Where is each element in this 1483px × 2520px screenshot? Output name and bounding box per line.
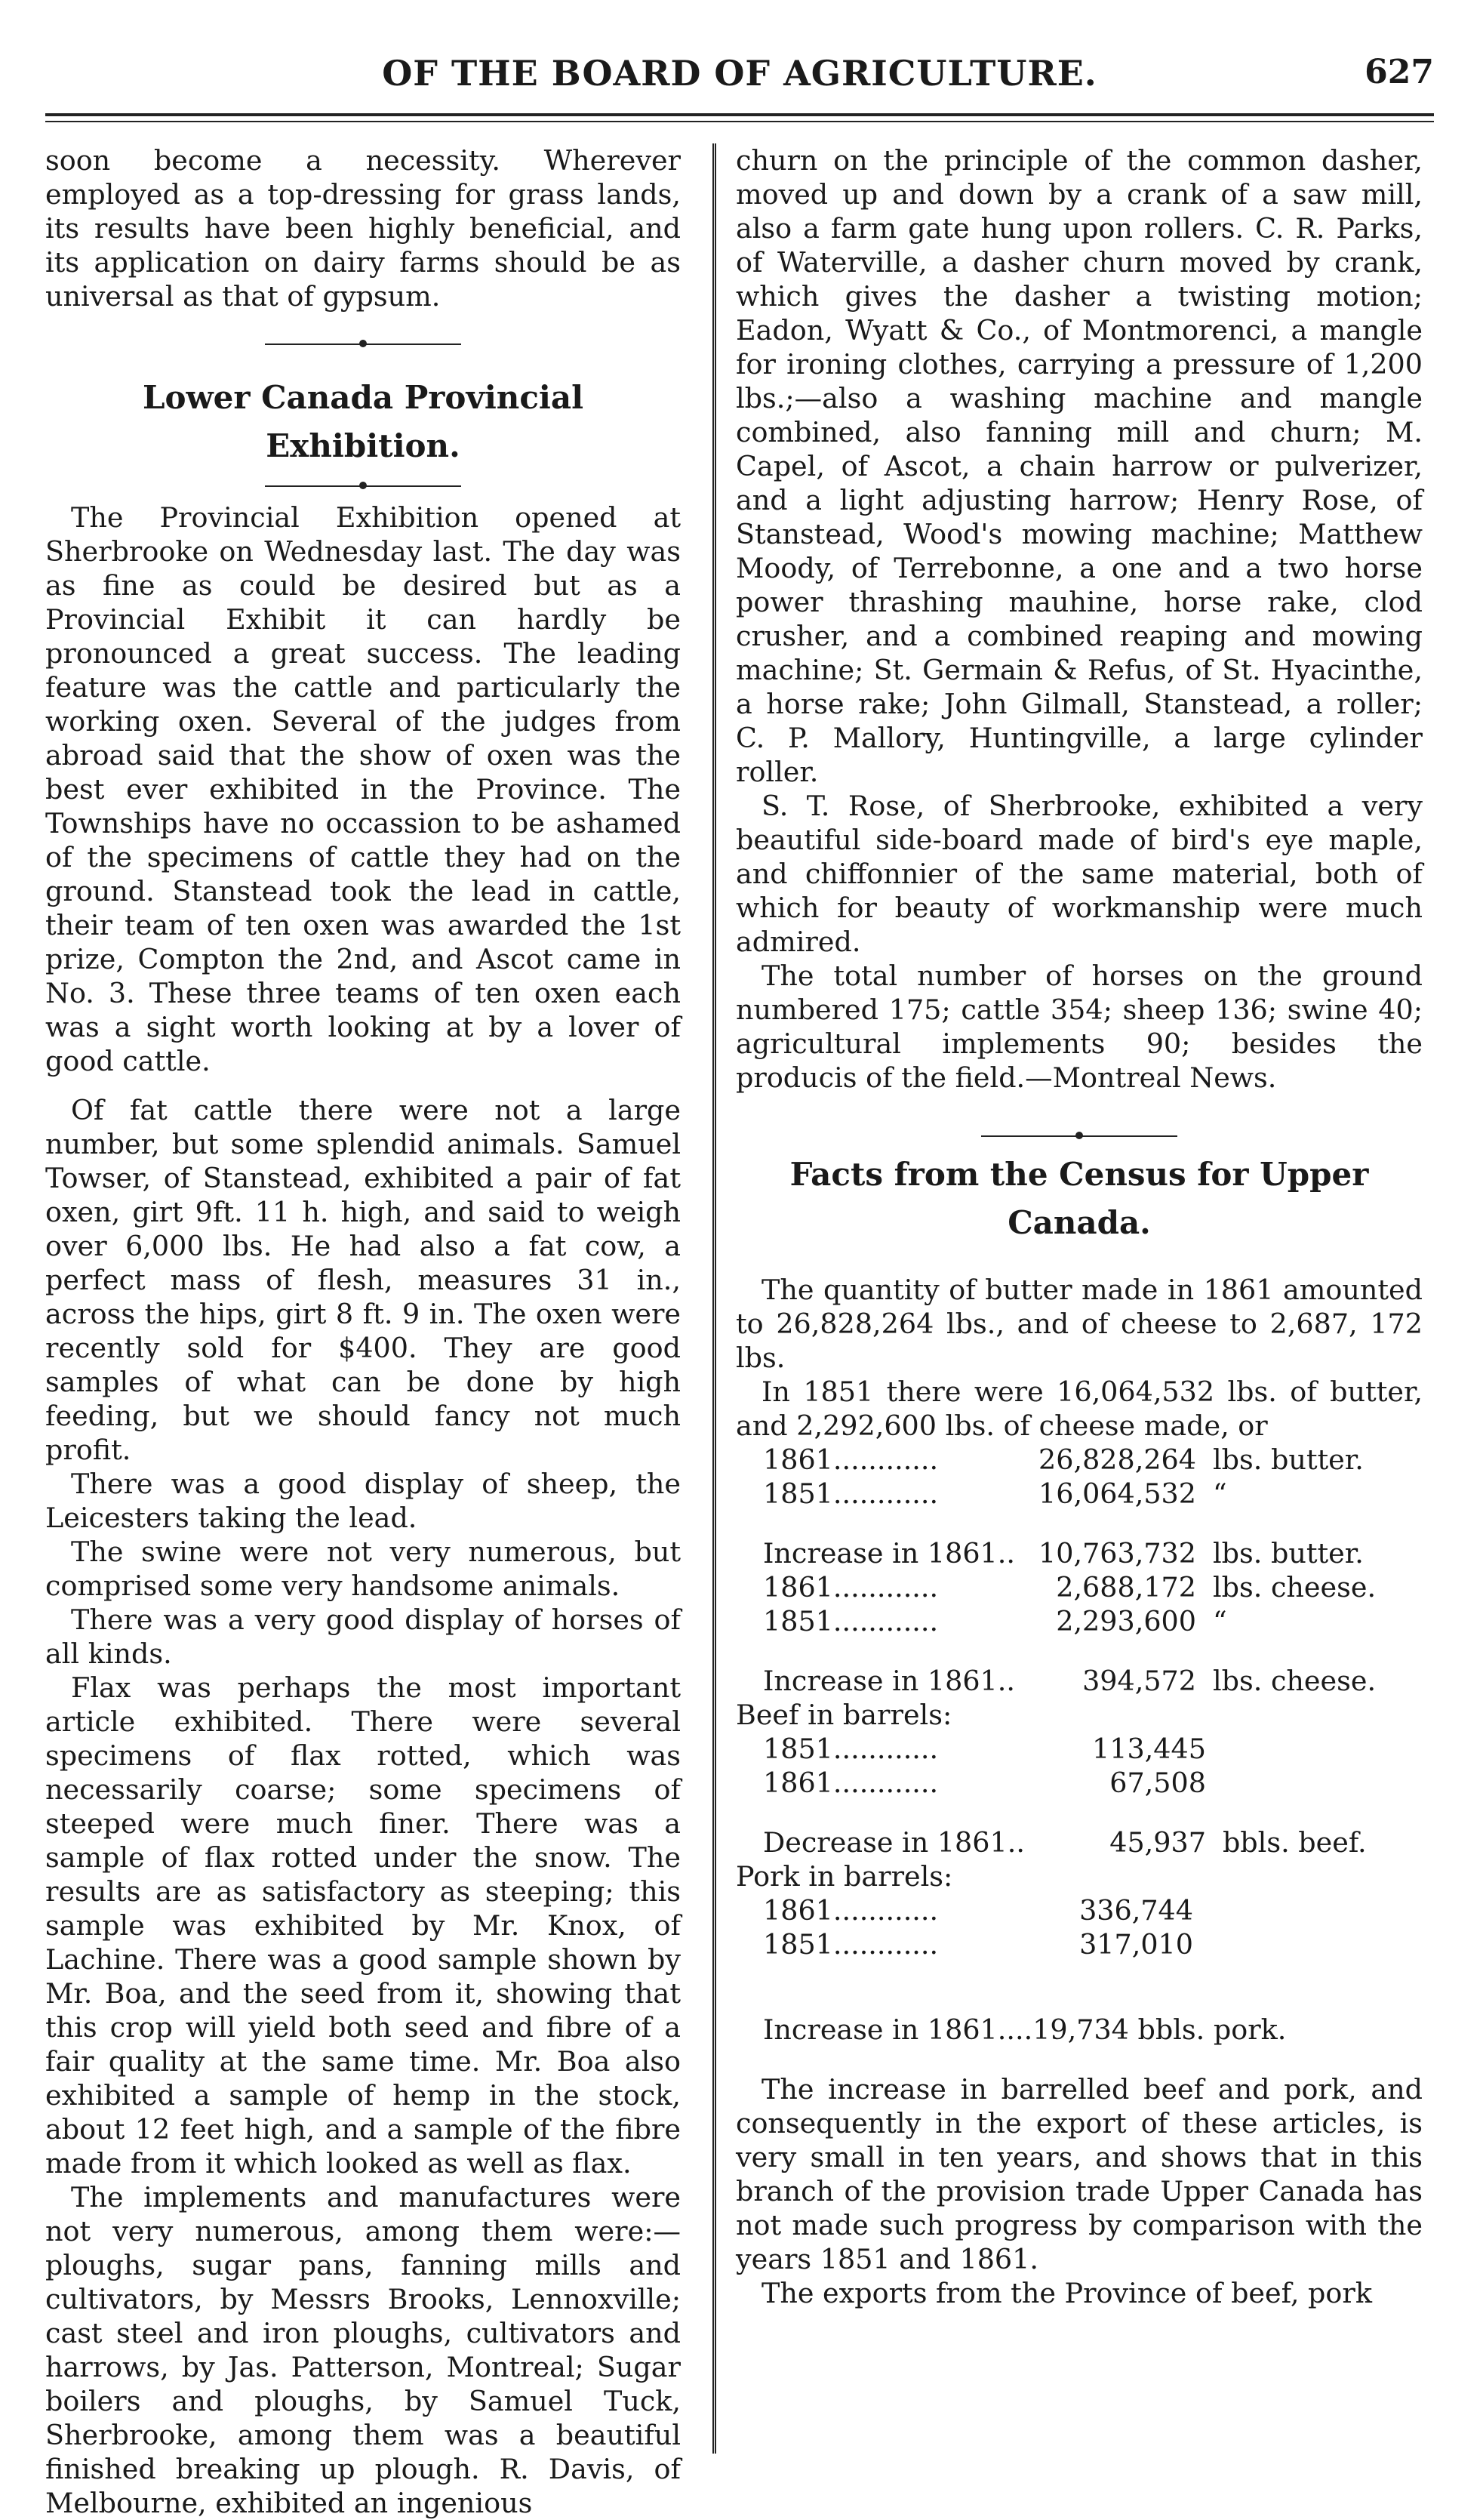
table-row: 1861............ 67,508: [763, 1767, 1206, 1799]
census-intro-2: In 1851 there were 16,064,532 lbs. of butter, and 2,292,600 lbs. of cheese made, or: [736, 1376, 1423, 1442]
article-title-exhibition: Lower Canada Provincial Exhibition.: [142, 379, 584, 464]
paragraph: There was a very good display of horses of all kinds.: [45, 1603, 681, 1670]
table-row: 1861............ 26,828,264 lbs. butter.: [763, 1443, 1364, 1476]
header-rule-thin: [45, 121, 1434, 122]
title-separator: [45, 470, 681, 501]
table-row-increase: Increase in 1861.. 10,763,732 lbs. butter.: [763, 1537, 1364, 1570]
intro-paragraph: soon become a necessity. Wherever employed as a top-dressing for grass lands, its results have been highly beneficial, and its application on dairy farms should be as universal as that of gypsum.: [45, 144, 681, 313]
paragraph: The implements and manufactures were not very numerous, among them were:—ploughs, sugar pans, fanning mills and cultivators, by Messrs Brooks, Lennoxville; cast steel and iron ploughs, cultivators and harrows, by Jas. Patterson, Montreal; Sugar boilers and ploughs, by Samuel Tuck, Sherbrooke, among them was a beautiful finished breaking up plough. R. Davis, of Melbourne, exhibited an ingenious: [45, 2181, 681, 2519]
paragraph: The increase in barrelled beef and pork, and consequently in the export of these articles, is very small in ten years, and shows that in this branch of the provision trade Upper Canada has not made such progress by comparison with the years 1851 and 1861.: [736, 2073, 1423, 2275]
table-row: 1861............ 2,688,172 lbs. cheese.: [763, 1571, 1377, 1603]
table-row: 1861............ 336,744: [763, 1894, 1193, 1927]
census-intro: The quantity of butter made in 1861 amounted to 26,828,264 lbs., and of cheese to 2,687, 172 lbs.: [736, 1274, 1423, 1374]
right-column: [736, 143, 1423, 2310]
paragraph: The total number of horses on the ground numbered 175; cattle 354; sheep 136; swine 40; agricultural implements 90; besides the producis of the field.—Montreal News.: [736, 960, 1423, 1094]
paragraph: There was a good display of sheep, the Leicesters taking the lead.: [45, 1468, 681, 1534]
column-divider: [712, 143, 716, 2454]
paragraph: Flax was perhaps the most important article exhibited. There were several specimens of flax rotted, which was necessarily coarse; some specimens of steeped were much finer. There was a sample of flax rotted under the snow. The results are as satisfactory as steeping; this sample was exhibited by Mr. Knox, of Lachine. There was a good sample shown by Mr. Boa, and the seed from it, showing that this crop will yield both seed and fibre of a fair quality at the same time. Mr. Boa also exhibited a sample of hemp in the stock, about 12 feet high, and a sample of the fibre made from it which looked as well as flax.: [45, 1671, 681, 2180]
census-table-pork: [736, 1893, 1423, 2013]
paragraph: The Provincial Exhibition opened at Sherbrooke on Wednesday last. The day was as fine as could be desired but as a Provincial Exhibit it can hardly be pronounced a great success. The leading feature was the cattle and particularly the working oxen. Several of the judges from abroad said that the show of oxen was the best ever exhibited in the Province. The Townships have no occassion to be ashamed of the specimens of cattle they had on the ground. Stanstead took the lead in cattle, their team of ten oxen was awarded the 1st prize, Compton the 2nd, and Ascot came in No. 3. These three teams of ten oxen each was a sight worth looking at by a lover of good cattle.: [45, 501, 681, 1077]
table-row-decrease: Decrease in 1861.. 45,937 bbls. beef.: [763, 1826, 1367, 1859]
beef-heading: Beef in barrels:: [736, 1699, 952, 1731]
section-separator: [736, 1120, 1423, 1151]
paragraph: churn on the principle of the common dasher, moved up and down by a crank of a saw mill, also a farm gate hung upon rollers. C. R. Parks, of Waterville, a dasher churn moved by crank, which gives the dasher a twisting motion; Eadon, Wyatt & Co., of Montmorenci, a mangle for ironing clothes, carrying a pressure of 1,200 lbs.;—also a washing machine and mangle combined, also fanning mill and churn; M. Capel, of Ascot, a chain harrow or pulverizer, and a light adjusting harrow; Henry Rose, of Stanstead, Wood's mowing machine; Matthew Moody, of Terrebonne, a one and a two horse power thrashing mauhine, horse rake, clod crusher, and a combined reaping and mowing machine; St. Germain & Refus, of St. Hyacinthe, a horse rake; John Gilmall, Stanstead, a roller; C. P. Mallory, Huntingville, a large cylinder roller.: [736, 144, 1423, 788]
paragraph: The swine were not very numerous, but comprised some very handsome animals.: [45, 1536, 681, 1602]
census-table-beef: [736, 1732, 1423, 1859]
census-table-butter: [736, 1443, 1423, 1698]
paragraph: Of fat cattle there were not a large number, but some splendid animals. Samuel Towser, of Stanstead, exhibited a pair of fat oxen, girt 9ft. 11 h. high, and said to weigh over 6,000 lbs. He had also a fat cow, a perfect mass of flesh, measures 31 in., across the hips, girt 8 ft. 9 in. The oxen were recently sold for $400. They are good samples of what can be done by high feeding, but we should fancy not much profit.: [45, 1094, 681, 1466]
section-separator: [45, 328, 681, 359]
table-row: 1851............ 113,445: [763, 1733, 1206, 1765]
pork-increase: Increase in 1861....19,734 bbls. pork.: [763, 2013, 1287, 2046]
page-header: [45, 53, 1434, 113]
page-number: 627: [1365, 53, 1434, 91]
paragraph: S. T. Rose, of Sherbrooke, exhibited a very beautiful side-board made of bird's eye maple, and chiffonnier of the same material, both of which for beauty of workmanship were much admired.: [736, 790, 1423, 958]
table-row: 1851............ 16,064,532 “: [763, 1477, 1227, 1510]
table-row: 1851............ 2,293,600 “: [763, 1605, 1227, 1637]
table-row: 1851............ 317,010: [763, 1928, 1193, 1961]
paragraph: The exports from the Province of beef, pork: [761, 2277, 1372, 2309]
table-row-increase: Increase in 1861.. 394,572 lbs. cheese.: [763, 1665, 1377, 1697]
running-title: OF THE BOARD OF AGRICULTURE.: [382, 53, 1097, 94]
header-rule: [45, 113, 1434, 116]
article-title-census: Facts from the Census for Upper Canada.: [789, 1156, 1369, 1241]
pork-heading: Pork in barrels:: [736, 1860, 953, 1893]
left-column: [45, 143, 681, 2520]
